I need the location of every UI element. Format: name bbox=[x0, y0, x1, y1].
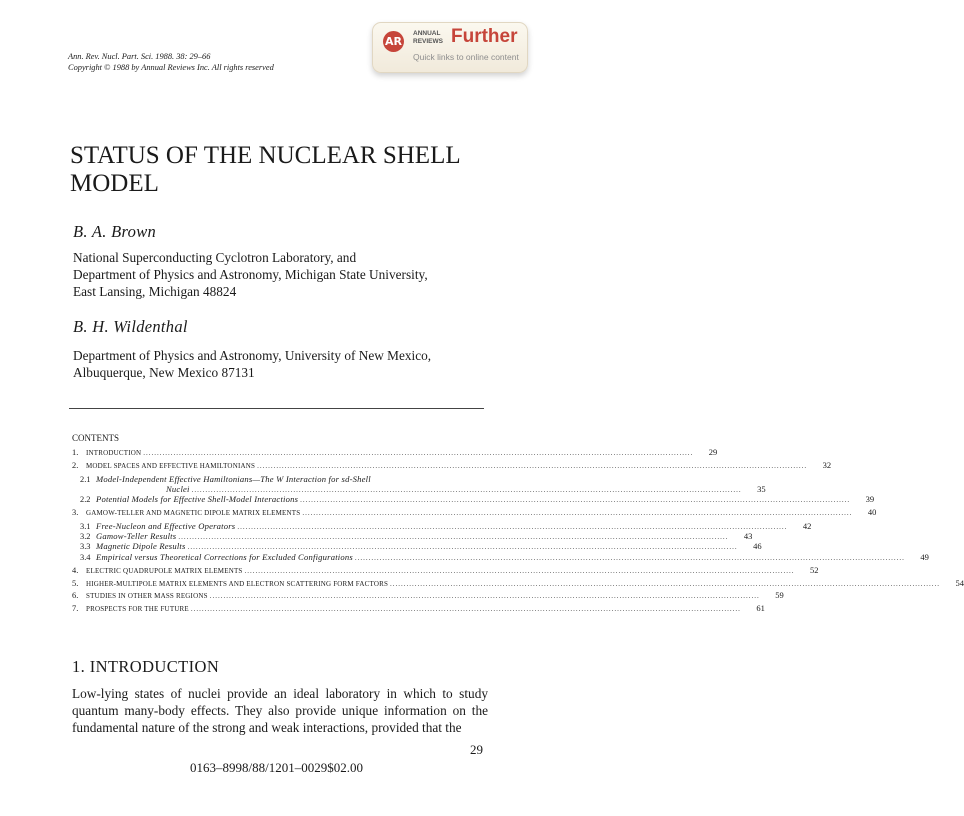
toc-page: 43 bbox=[743, 531, 753, 542]
toc-subentry[interactable] bbox=[72, 520, 812, 531]
toc-label: INTRODUCTION bbox=[86, 449, 142, 457]
toc-page: 49 bbox=[920, 551, 929, 562]
affiliation-line: Albuquerque, New Mexico 87131 bbox=[73, 365, 255, 380]
toc-number: 3.2 bbox=[80, 532, 91, 542]
toc-entry[interactable] bbox=[72, 602, 765, 615]
journal-header bbox=[68, 51, 274, 73]
toc-leader: ........................................................................................................................................................................................................ bbox=[178, 533, 729, 542]
affiliation-line: East Lansing, Michigan 48824 bbox=[73, 284, 237, 299]
toc-subentry[interactable] bbox=[72, 493, 875, 504]
toc-leader: ........................................................................................................................................................................................................ bbox=[354, 553, 905, 562]
annual-reviews-logo-icon: AR bbox=[383, 31, 404, 52]
toc-subentry[interactable] bbox=[72, 483, 766, 494]
toc-page: 35 bbox=[757, 483, 766, 494]
further-badge[interactable] bbox=[372, 22, 528, 73]
toc-entry[interactable] bbox=[72, 589, 784, 602]
toc-leader: ........................................................................................................................................................................................................ bbox=[191, 485, 742, 494]
toc-page: 40 bbox=[867, 507, 877, 518]
toc-label: Empirical versus Theoretical Corrections for Excluded Configurations bbox=[96, 551, 353, 562]
toc-page: 52 bbox=[810, 564, 819, 575]
toc-number: 2.1 bbox=[80, 474, 91, 484]
toc-page: 29 bbox=[708, 447, 718, 457]
toc-entry[interactable] bbox=[72, 459, 832, 472]
page-number: 29 bbox=[470, 742, 483, 757]
toc-leader: ........................................................................................................................................................................................................ bbox=[187, 543, 738, 552]
toc-leader: ........................................................................................................................................................................................................ bbox=[143, 449, 694, 457]
toc-leader: ........................................................................................................................................................................................................ bbox=[209, 592, 760, 601]
toc-number: 1. bbox=[72, 448, 79, 457]
toc-label: Potential Models for Effective Shell-Model Interactions bbox=[96, 493, 299, 504]
toc-entry[interactable] bbox=[72, 564, 819, 577]
toc-label: Magnetic Dipole Results bbox=[96, 541, 186, 552]
toc-label: MODEL SPACES AND EFFECTIVE HAMILTONIANS bbox=[86, 461, 256, 470]
toc-page: 59 bbox=[775, 590, 784, 601]
section-divider bbox=[69, 408, 484, 409]
toc-number: 3.4 bbox=[80, 552, 91, 562]
contents-heading: CONTENTS bbox=[72, 433, 119, 443]
toc-label: Nuclei bbox=[166, 483, 190, 494]
toc-leader: ........................................................................................................................................................................................................ bbox=[302, 509, 853, 518]
toc-page: 42 bbox=[802, 520, 812, 531]
toc-page: 54 bbox=[955, 577, 964, 588]
author-affiliation bbox=[73, 249, 428, 300]
copyright-notice: Copyright © 1988 by Annual Reviews Inc. All rights reserved bbox=[68, 63, 274, 72]
article-title: STATUS OF THE NUCLEAR SHELL MODEL bbox=[70, 142, 460, 197]
toc-entry[interactable] bbox=[72, 446, 718, 459]
journal-citation: Ann. Rev. Nucl. Part. Sci. 1988. 38: 29–66 bbox=[68, 52, 211, 61]
author-name: B. A. Brown bbox=[73, 222, 157, 241]
toc-number: 3.1 bbox=[80, 521, 91, 531]
toc-label: GAMOW-TELLER AND MAGNETIC DIPOLE MATRIX ELEMENTS bbox=[86, 509, 301, 518]
toc-number: 3. bbox=[72, 508, 79, 518]
affiliation-line: National Superconducting Cyclotron Laboratory, and bbox=[73, 250, 357, 265]
toc-leader: ........................................................................................................................................................................................................ bbox=[244, 566, 795, 575]
table-of-contents bbox=[72, 446, 964, 615]
toc-label: Free-Nucleon and Effective Operators bbox=[96, 520, 236, 531]
toc-number: 5. bbox=[72, 578, 79, 588]
toc-leader: ........................................................................................................................................................................................................ bbox=[300, 495, 851, 504]
toc-subentry[interactable] bbox=[72, 474, 488, 484]
toc-number: 2. bbox=[72, 460, 79, 470]
toc-page: 46 bbox=[753, 541, 762, 552]
toc-leader: ........................................................................................................................................................................................................ bbox=[257, 461, 808, 470]
body-paragraph: Low-lying states of nuclei provide an ideal laboratory in which to study quantum many-body effects. They also provide unique information on the fundamental nature of the strong and weak interactions, provided that the bbox=[72, 686, 488, 735]
toc-number: 2.2 bbox=[80, 494, 91, 504]
toc-subentry[interactable] bbox=[72, 541, 762, 552]
toc-page: 39 bbox=[865, 493, 875, 504]
toc-label: PROSPECTS FOR THE FUTURE bbox=[86, 605, 189, 614]
toc-number: 7. bbox=[72, 604, 79, 614]
toc-leader: ........................................................................................................................................................................................................ bbox=[390, 579, 941, 588]
further-subtitle: Quick links to online content bbox=[413, 52, 519, 62]
further-title: Further bbox=[451, 26, 518, 47]
affiliation-line: Department of Physics and Astronomy, University of New Mexico, bbox=[73, 348, 432, 363]
toc-label: Gamow-Teller Results bbox=[96, 531, 177, 542]
toc-label: Model-Independent Effective Hamiltonians—The W Interaction for sd-Shell bbox=[96, 473, 371, 484]
section-heading: 1. INTRODUCTION bbox=[72, 657, 220, 676]
toc-number: 3.3 bbox=[80, 542, 91, 552]
toc-entry[interactable] bbox=[72, 577, 964, 590]
toc-label: HIGHER-MULTIPOLE MATRIX ELEMENTS AND ELECTRON SCATTERING FORM FACTORS bbox=[86, 579, 389, 588]
article-code: 0163–8998/88/1201–0029$02.00 bbox=[190, 760, 363, 775]
affiliation-line: Department of Physics and Astronomy, Michigan State University, bbox=[73, 267, 428, 282]
toc-number: 4. bbox=[72, 565, 79, 575]
toc-page: 61 bbox=[756, 603, 765, 614]
author-name: B. H. Wildenthal bbox=[73, 317, 188, 336]
toc-label: ELECTRIC QUADRUPOLE MATRIX ELEMENTS bbox=[86, 566, 243, 575]
toc-entry[interactable] bbox=[72, 506, 877, 519]
toc-page: 32 bbox=[822, 459, 832, 470]
toc-leader: ........................................................................................................................................................................................................ bbox=[237, 522, 788, 531]
toc-label: STUDIES IN OTHER MASS REGIONS bbox=[86, 592, 208, 601]
toc-subentry[interactable] bbox=[72, 531, 753, 542]
author-affiliation bbox=[73, 347, 431, 381]
toc-subentry[interactable] bbox=[72, 551, 929, 562]
publisher-name: ANNUAL REVIEWS bbox=[413, 30, 443, 45]
toc-leader: ........................................................................................................................................................................................................ bbox=[190, 605, 741, 614]
toc-number: 6. bbox=[72, 591, 79, 601]
